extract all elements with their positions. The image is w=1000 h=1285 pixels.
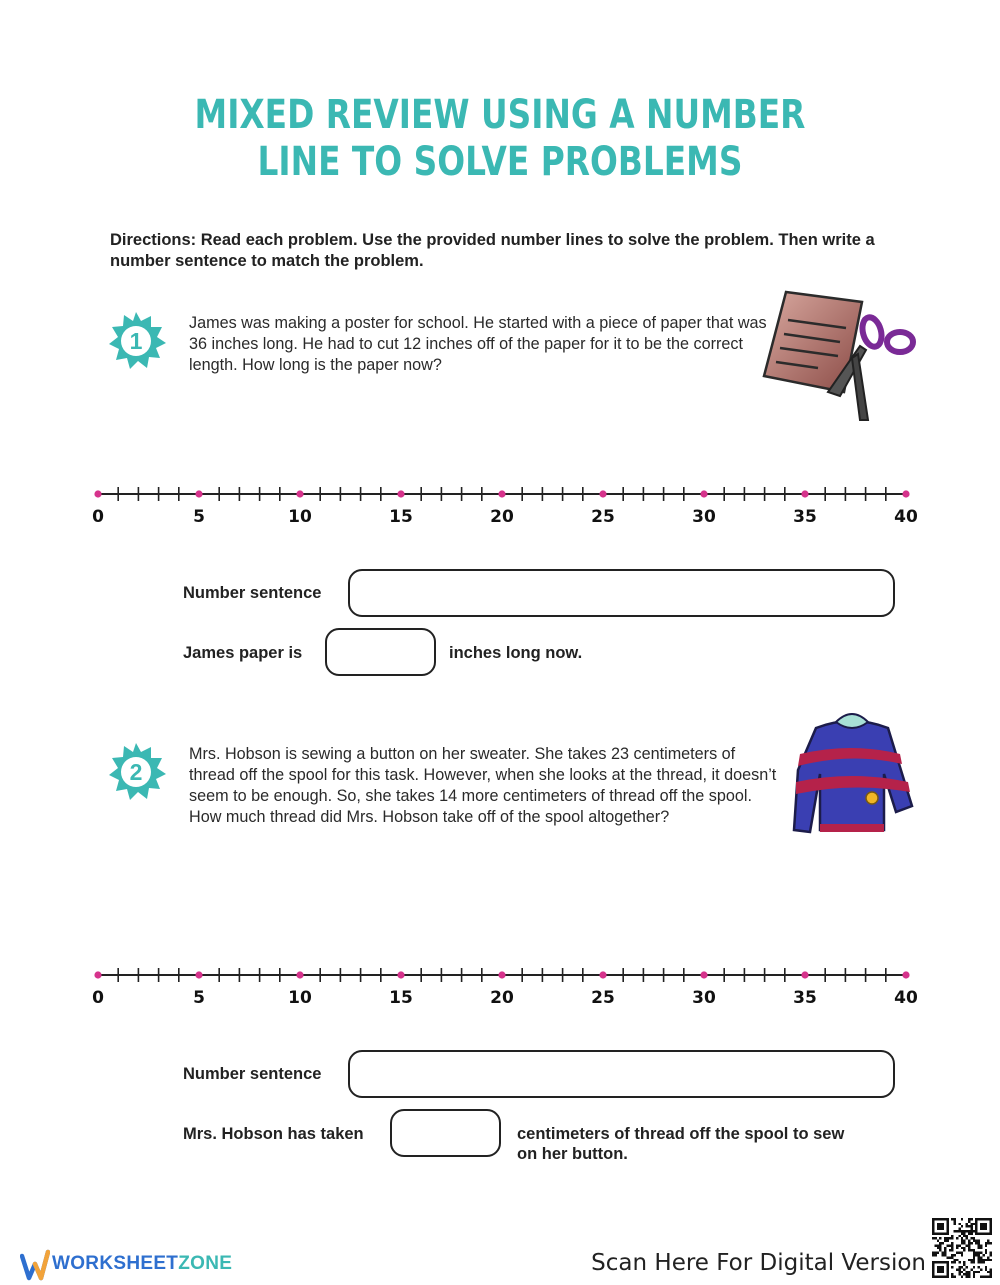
number-line-marker: [94, 971, 101, 978]
number-line-2: [90, 965, 920, 1015]
problem-2-number-badge: [106, 741, 166, 801]
answer-suffix-2-line2: on her button.: [517, 1145, 628, 1163]
number-line-label: 15: [389, 988, 413, 1008]
number-line-1: [90, 484, 920, 534]
page-title: MIXED REVIEW USING A NUMBER LINE TO SOLVE PROBLEMS: [194, 92, 806, 185]
number-line-marker: [397, 490, 404, 497]
number-sentence-input-2[interactable]: [348, 1050, 895, 1098]
number-line-marker: [902, 971, 909, 978]
number-line-marker: [195, 971, 202, 978]
number-line-label: 35: [793, 988, 817, 1008]
number-line-label: 0: [92, 507, 104, 527]
number-line-label: 5: [193, 507, 205, 527]
number-line-label: 25: [591, 988, 615, 1008]
number-line-marker: [700, 490, 707, 497]
brand-part2: ZONE: [178, 1253, 233, 1274]
sweater-icon: [794, 714, 912, 832]
answer-input-2[interactable]: [390, 1109, 501, 1157]
problem-1-number-badge: [106, 310, 166, 370]
answer-input-1[interactable]: [325, 628, 436, 676]
number-line-marker: [599, 971, 606, 978]
number-line-marker: [94, 490, 101, 497]
footer-brand[interactable]: [52, 1253, 232, 1275]
number-line-marker: [498, 490, 505, 497]
number-line-marker: [498, 971, 505, 978]
answer-prefix-1: James paper is: [183, 644, 303, 662]
number-sentence-label-1: Number sentence: [183, 584, 322, 602]
paper-scissors-illustration: [758, 288, 923, 426]
answer-prefix-2: Mrs. Hobson has taken: [183, 1125, 364, 1143]
badge-number: 1: [129, 328, 143, 354]
answer-suffix-1: inches long now.: [449, 644, 583, 662]
problem-1-text: James was making a poster for school. He started with a piece of paper that was 36 inches long. He had to cut 12 inches off of the paper for it to be the correct length. How long is the paper now?: [189, 314, 767, 374]
number-line-label: 10: [288, 988, 312, 1008]
number-line-marker: [195, 490, 202, 497]
brand-part1: WORKSHEET: [52, 1253, 179, 1274]
qr-code[interactable]: [932, 1218, 992, 1278]
problem-2-text: Mrs. Hobson is sewing a button on her sweater. She takes 23 centimeters of thread off the spool for this task. However, when she looks at the thread, it doesn’t seem to be enough. So, she takes 14 more centimeters of thread off the spool. How much thread did Mrs. Hobson take off of the spool altogether?: [189, 745, 777, 826]
number-line-label: 25: [591, 507, 615, 527]
worksheetzone-logo-icon: [20, 1248, 50, 1282]
number-line-label: 40: [894, 507, 918, 527]
number-line-label: 5: [193, 988, 205, 1008]
number-line-marker: [296, 971, 303, 978]
number-line-label: 0: [92, 988, 104, 1008]
number-line-marker: [296, 490, 303, 497]
number-line-marker: [902, 490, 909, 497]
number-line-marker: [801, 971, 808, 978]
number-line-label: 15: [389, 507, 413, 527]
sweater-illustration: [788, 712, 920, 846]
number-line-marker: [700, 971, 707, 978]
number-line-label: 20: [490, 507, 514, 527]
number-sentence-label-2: Number sentence: [183, 1065, 322, 1083]
scan-here-text: Scan Here For Digital Version: [591, 1250, 926, 1276]
number-line-marker: [599, 490, 606, 497]
number-line-label: 20: [490, 988, 514, 1008]
number-line-label: 35: [793, 507, 817, 527]
number-line-label: 40: [894, 988, 918, 1008]
number-line-marker: [801, 490, 808, 497]
answer-suffix-2-line1: centimeters of thread off the spool to sew: [517, 1125, 845, 1143]
badge-number: 2: [129, 759, 143, 785]
number-line-label: 30: [692, 988, 716, 1008]
number-line-label: 10: [288, 507, 312, 527]
number-sentence-input-1[interactable]: [348, 569, 895, 617]
directions-text: Directions: Read each problem. Use the provided number lines to solve the problem. Then write a number sentence to match the problem.: [110, 231, 875, 270]
number-line-label: 30: [692, 507, 716, 527]
number-line-marker: [397, 971, 404, 978]
